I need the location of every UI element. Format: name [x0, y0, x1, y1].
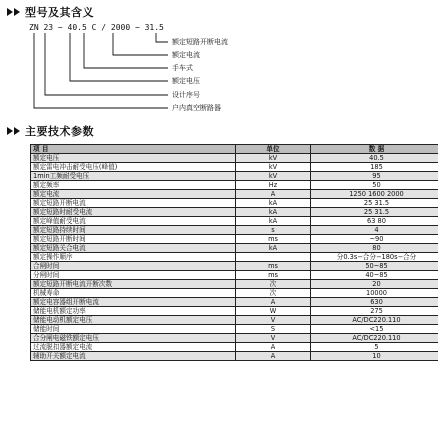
table-row: [31, 154, 438, 163]
cell-unit: kA: [236, 199, 311, 208]
cell-unit: 次: [236, 289, 311, 298]
table-row: [31, 271, 438, 280]
spec-table: [30, 144, 438, 361]
cell-data: 4: [311, 226, 438, 235]
section-heading-specs: [7, 124, 94, 138]
cell-item: 额定短路开断电流开断次数: [31, 280, 236, 289]
cell-unit: ms: [236, 235, 311, 244]
cell-unit: kV: [236, 163, 311, 172]
cell-item: 额定峰值耐受电流: [31, 217, 236, 226]
cell-item: 额定雷电冲击耐受电压(峰值): [31, 163, 236, 172]
table-row: [31, 334, 438, 343]
legend-line-indoor-vacuum: [34, 33, 168, 108]
cell-item: 额定短路开断电流: [31, 199, 236, 208]
cell-unit: V: [236, 334, 311, 343]
legend-label-design-number: 设计序号: [172, 91, 200, 99]
table-row: [31, 181, 438, 190]
cell-item: 额定短路关合电流: [31, 244, 236, 253]
cell-unit: S: [236, 325, 311, 334]
cell-item: 额定电压: [31, 154, 236, 163]
double-arrow-icon: [7, 127, 21, 135]
cell-data: ~90: [311, 235, 438, 244]
cell-unit: s: [236, 226, 311, 235]
cell-unit: 次: [236, 280, 311, 289]
cell-unit: kA: [236, 217, 311, 226]
cell-data: 95: [311, 172, 438, 181]
cell-data: 80: [311, 244, 438, 253]
table-row: [31, 253, 438, 262]
cell-unit: kA: [236, 244, 311, 253]
legend-label-breaking-current: 额定短路开断电流: [172, 38, 228, 46]
table-row: [31, 244, 438, 253]
cell-item: 过流脱扣器额定电流: [31, 343, 236, 352]
cell-item: 分闸时间: [31, 271, 236, 280]
cell-unit: kV: [236, 172, 311, 181]
cell-data: 630: [311, 298, 438, 307]
table-row: [31, 235, 438, 244]
legend-label-rated-voltage: 额定电压: [172, 77, 200, 85]
table-row: [31, 307, 438, 316]
cell-unit: ms: [236, 262, 311, 271]
cell-data: 5: [311, 343, 438, 352]
cell-item: 储能时间: [31, 325, 236, 334]
table-row: [31, 316, 438, 325]
table-row: [31, 289, 438, 298]
cell-item: 合闸时间: [31, 262, 236, 271]
table-row: [31, 226, 438, 235]
section-title-specs: 主要技术参数: [25, 125, 94, 138]
spec-table-body: [31, 154, 438, 361]
cell-item: 储能电动机额定电压: [31, 316, 236, 325]
cell-data: AC/DC220.110: [311, 334, 438, 343]
cell-data: 10: [311, 352, 438, 361]
table-row: [31, 190, 438, 199]
cell-item: 额定短路开断时间: [31, 235, 236, 244]
cell-data: 1250 1600 2000: [311, 190, 438, 199]
table-row: [31, 325, 438, 334]
table-row: [31, 163, 438, 172]
header-data: 数 据: [311, 145, 438, 154]
cell-data: <15: [311, 325, 438, 334]
cell-item: 额定频率: [31, 181, 236, 190]
cell-item: 机械寿命: [31, 289, 236, 298]
header-item: 项 目: [31, 145, 236, 154]
table-row: [31, 217, 438, 226]
header-unit: 单位: [236, 145, 311, 154]
cell-unit: Hz: [236, 181, 311, 190]
table-header-row: [31, 145, 438, 154]
cell-unit: A: [236, 352, 311, 361]
cell-item: 合分闸电磁铁额定电压: [31, 334, 236, 343]
section-title-model: 型号及其含义: [25, 6, 94, 19]
legend-label-truck-type: 手车式: [172, 64, 193, 72]
cell-data: 50: [311, 181, 438, 190]
cell-data: 25 31.5: [311, 208, 438, 217]
cell-item: 额定电容器组开断电流: [31, 298, 236, 307]
cell-item: 辅助开关额定电流: [31, 352, 236, 361]
model-legend-lines: [0, 0, 438, 120]
cell-unit: ms: [236, 271, 311, 280]
cell-data: 10000: [311, 289, 438, 298]
table-row: [31, 208, 438, 217]
cell-data: 40.5: [311, 154, 438, 163]
cell-unit: V: [236, 316, 311, 325]
legend-label-rated-current: 额定电流: [172, 51, 200, 59]
cell-unit: [236, 253, 311, 262]
cell-data: 40~85: [311, 271, 438, 280]
table-row: [31, 262, 438, 271]
cell-item: 额定短路持续时间: [31, 226, 236, 235]
cell-unit: A: [236, 190, 311, 199]
cell-unit: A: [236, 298, 311, 307]
cell-item: 1min工频耐受电压: [31, 172, 236, 181]
cell-data: 50~85: [311, 262, 438, 271]
legend-line-rated-current: [113, 33, 168, 55]
legend-line-design-number: [45, 33, 168, 95]
cell-unit: kA: [236, 208, 311, 217]
cell-data: AC/DC220.110: [311, 316, 438, 325]
cell-data: 25 31.5: [311, 199, 438, 208]
legend-label-indoor-vacuum: 户内真空断路器: [172, 104, 221, 112]
cell-item: 储能电机额定功率: [31, 307, 236, 316]
cell-unit: A: [236, 343, 311, 352]
cell-unit: kV: [236, 154, 311, 163]
cell-data: 63 80: [311, 217, 438, 226]
legend-line-truck-type: [84, 33, 168, 68]
cell-item: 额定操作顺序: [31, 253, 236, 262]
table-row: [31, 280, 438, 289]
table-row: [31, 199, 438, 208]
model-code: ZN 23 − 40.5 C / 2000 − 31.5: [29, 23, 164, 32]
cell-data: 分0.3s−合分−180s−合分: [311, 253, 438, 262]
cell-data: 275: [311, 307, 438, 316]
cell-data: 20: [311, 280, 438, 289]
table-row: [31, 172, 438, 181]
legend-line-breaking-current: [156, 33, 168, 42]
legend-line-rated-voltage: [70, 33, 168, 81]
table-row: [31, 298, 438, 307]
table-row: [31, 343, 438, 352]
cell-unit: W: [236, 307, 311, 316]
cell-item: 额定电流: [31, 190, 236, 199]
table-row: [31, 352, 438, 361]
cell-item: 额定短路时耐受电流: [31, 208, 236, 217]
cell-data: 185: [311, 163, 438, 172]
